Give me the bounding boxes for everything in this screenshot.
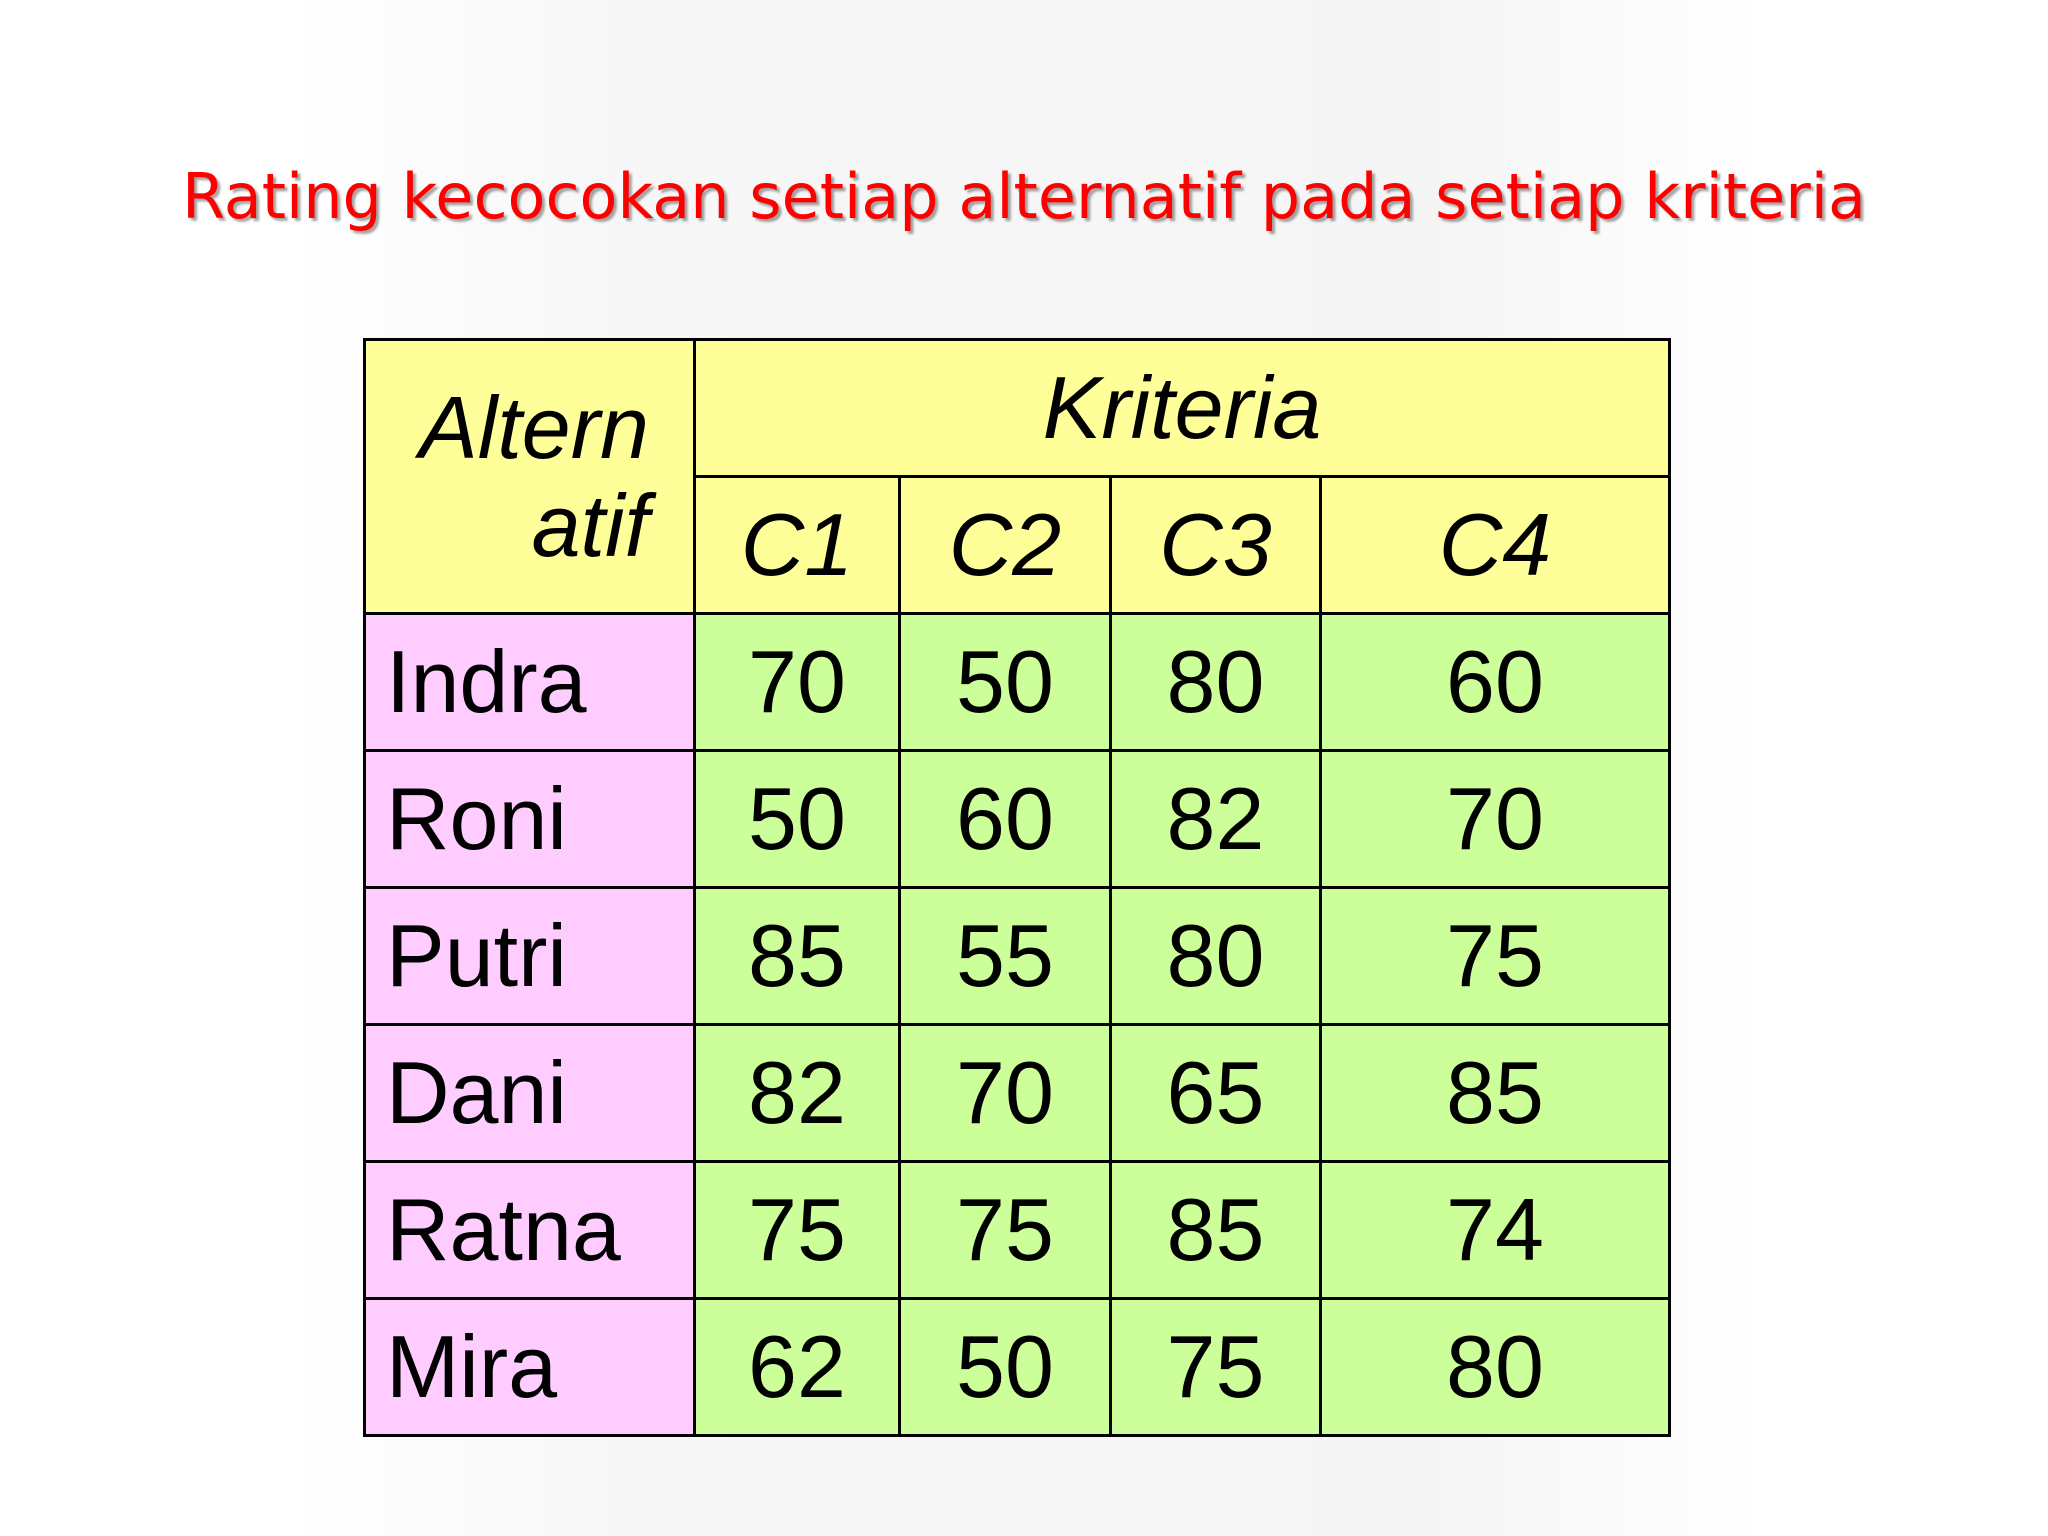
alternatif-header [365, 340, 695, 614]
rating-value: 80 [1321, 1299, 1670, 1436]
rating-value: 50 [900, 614, 1111, 751]
rating-value: 85 [1321, 1025, 1670, 1162]
rating-value: 70 [900, 1025, 1111, 1162]
rating-value: 62 [695, 1299, 900, 1436]
criteria-header-c4: C4 [1321, 477, 1670, 614]
rating-table [363, 338, 1671, 1437]
rating-value: 65 [1111, 1025, 1321, 1162]
rating-value: 75 [1111, 1299, 1321, 1436]
table-row [365, 1025, 1670, 1162]
rating-value: 75 [900, 1162, 1111, 1299]
alternative-name: Indra [365, 614, 695, 751]
alternatif-header-line2: atif [531, 475, 649, 575]
rating-value: 55 [900, 888, 1111, 1025]
rating-value: 85 [695, 888, 900, 1025]
rating-value: 70 [1321, 751, 1670, 888]
rating-value: 85 [1111, 1162, 1321, 1299]
alternative-name: Mira [365, 1299, 695, 1436]
rating-value: 75 [695, 1162, 900, 1299]
header-row [365, 340, 1670, 477]
rating-value: 74 [1321, 1162, 1670, 1299]
criteria-header-c2: C2 [900, 477, 1111, 614]
table-row [365, 1162, 1670, 1299]
rating-value: 70 [695, 614, 900, 751]
rating-value: 82 [695, 1025, 900, 1162]
rating-value: 60 [900, 751, 1111, 888]
criteria-header-c3: C3 [1111, 477, 1321, 614]
alternative-name: Putri [365, 888, 695, 1025]
slide-title: Rating kecocokan setiap alternatif pada setiap kriteria [182, 160, 1866, 233]
rating-value: 80 [1111, 888, 1321, 1025]
table-row [365, 751, 1670, 888]
table-row [365, 1299, 1670, 1436]
kriteria-header: Kriteria [695, 340, 1670, 477]
alternatif-header-line1: Altern [419, 377, 649, 477]
alternative-name: Dani [365, 1025, 695, 1162]
rating-value: 80 [1111, 614, 1321, 751]
criteria-header-c1: C1 [695, 477, 900, 614]
rating-value: 50 [900, 1299, 1111, 1436]
table-row [365, 888, 1670, 1025]
rating-value: 75 [1321, 888, 1670, 1025]
alternative-name: Ratna [365, 1162, 695, 1299]
rating-value: 50 [695, 751, 900, 888]
alternative-name: Roni [365, 751, 695, 888]
rating-value: 82 [1111, 751, 1321, 888]
rating-value: 60 [1321, 614, 1670, 751]
table-row [365, 614, 1670, 751]
